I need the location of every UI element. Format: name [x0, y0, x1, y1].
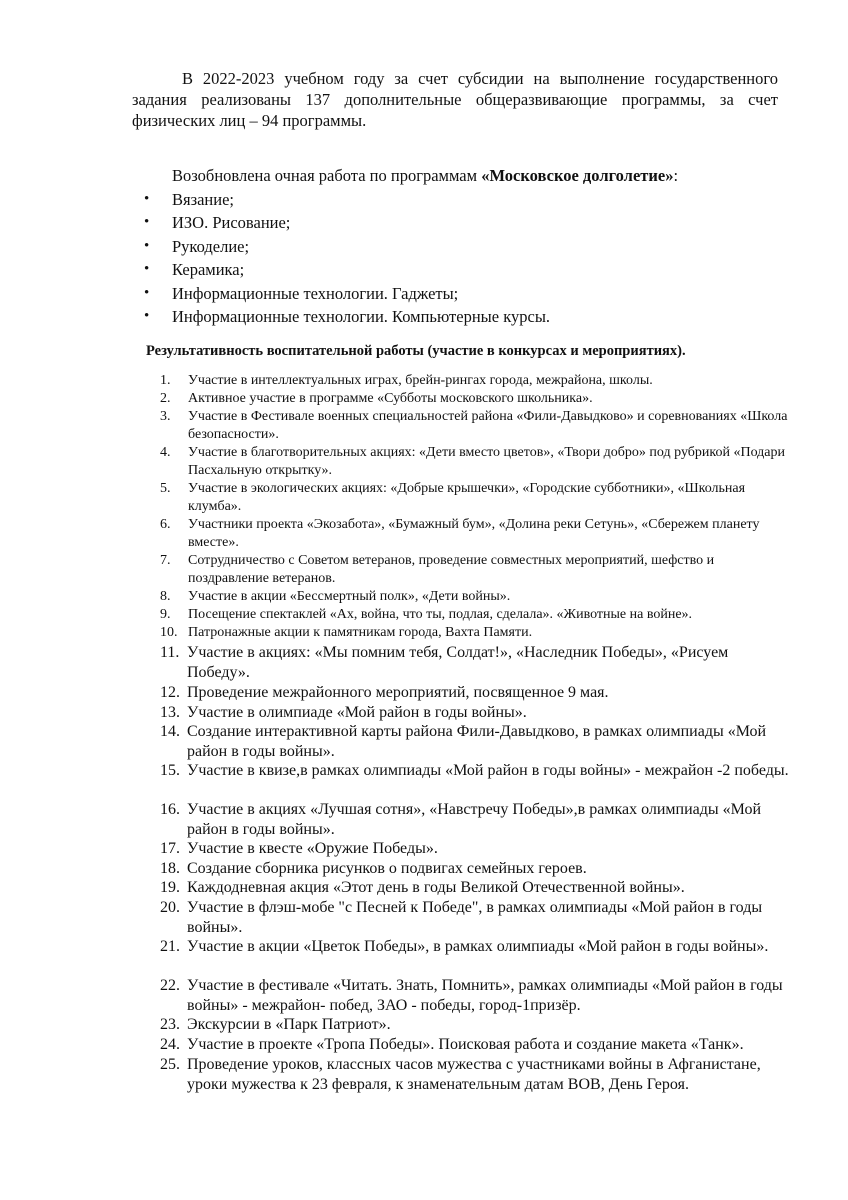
item-number: 1.: [160, 373, 171, 388]
resumed-prefix: Возобновлена очная работа по программам: [172, 166, 482, 185]
item-text: Участие в акциях «Лучшая сотня», «Навстречу Победы»,в рамках олимпиады «Мой район в годы войны».: [187, 801, 762, 838]
item-text: Участие в акции «Цветок Победы», в рамках олимпиады «Мой район в годы войны».: [187, 938, 769, 955]
item-number: 9.: [160, 607, 171, 622]
results-heading: Результативность воспитательной работы (участие в конкурсах и мероприятиях).: [146, 343, 686, 359]
item-number: 24.: [160, 1036, 180, 1053]
item-number: 10.: [160, 625, 178, 640]
item-number: 19.: [160, 879, 180, 896]
item-number: 12.: [160, 684, 180, 701]
program-list: [142, 188, 550, 328]
item-text: Проведение уроков, классных часов мужества с участниками войны в Афганистане, уроки мужества к 23 февраля, к знаменательным датам ВОВ, День Героя.: [187, 1056, 761, 1093]
item-text: Создание интерактивной карты района Фили-Давыдково, в рамках олимпиады «Мой район в годы войны».: [187, 723, 767, 760]
item-number: 17.: [160, 840, 180, 857]
item-number: 7.: [160, 553, 171, 568]
item-text: Участие в квизе,в рамках олимпиады «Мой район в годы войны» - межрайон -2 победы.: [187, 762, 789, 779]
item-number: 18.: [160, 860, 180, 877]
item-text: Участие в акции «Бессмертный полк», «Дети войны».: [188, 589, 511, 604]
item-text: Участие в квесте «Оружие Победы».: [187, 840, 438, 857]
item-text: Проведение межрайонного мероприятий, посвященное 9 мая.: [187, 684, 609, 701]
item-text: Создание сборника рисунков о подвигах семейных героев.: [187, 860, 587, 877]
item-text: Участие в Фестивале военных специальностей района «Фили-Давыдково» и соревнованиях «Школа безопасности».: [188, 409, 788, 442]
resumed-programs-line: [172, 166, 678, 186]
item-text: Участие в интеллектуальных играх, брейн-рингах города, межрайона, школы.: [188, 373, 653, 388]
item-text: Участники проекта «Экозабота», «Бумажный бум», «Долина реки Сетунь», «Сбережем планету вместе».: [188, 517, 760, 550]
item-number: 20.: [160, 899, 180, 916]
item-number: 8.: [160, 589, 171, 604]
item-number: 6.: [160, 517, 171, 532]
item-number: 2.: [160, 391, 171, 406]
item-text: Экскурсии в «Парк Патриот».: [187, 1016, 391, 1033]
item-text: Сотрудничество с Советом ветеранов, проведение совместных мероприятий, шефство и поздравление ветеранов.: [188, 553, 715, 586]
item-number: 21.: [160, 938, 180, 955]
list-item: • Керамика;: [142, 258, 550, 281]
list-item: • Информационные технологии. Гаджеты;: [142, 282, 550, 305]
resumed-suffix: :: [673, 166, 679, 185]
item-text: Патронажные акции к памятникам города, Вахта Памяти.: [188, 625, 533, 640]
item-number: 11.: [160, 644, 180, 661]
item-text: Участие в флэш-мобе "с Песней к Победе", в рамках олимпиады «Мой район в годы войны».: [187, 899, 763, 936]
item-text: Участие в благотворительных акциях: «Дети вместо цветов», «Твори добро» под рубрикой «Подари Пасхальную открытку».: [188, 445, 786, 478]
intro-paragraph: В 2022-2023 учебном году за счет субсидии на выполнение государственного задания реализованы 137 дополнительные общеразвивающие программы, за счет физических лиц – 94 программы.: [132, 69, 778, 130]
item-number: 25.: [160, 1056, 180, 1073]
list-item: • ИЗО. Рисование;: [142, 211, 550, 234]
item-number: 4.: [160, 445, 171, 460]
item-number: 15.: [160, 762, 180, 779]
item-number: 5.: [160, 481, 171, 496]
item-text: Каждодневная акция «Этот день в годы Великой Отечественной войны».: [187, 879, 685, 896]
item-text: Активное участие в программе «Субботы московского школьника».: [188, 391, 593, 406]
list-item: • Вязание;: [142, 188, 550, 211]
item-text: Посещение спектаклей «Ах, война, что ты, подлая, сделала». «Животные на войне».: [188, 607, 693, 622]
item-number: 3.: [160, 409, 171, 424]
item-number: 13.: [160, 704, 180, 721]
item-number: 16.: [160, 801, 180, 818]
list-item: • Рукоделие;: [142, 235, 550, 258]
item-text: Участие в экологических акциях: «Добрые крышечки», «Городские субботники», «Школьная клумба».: [188, 481, 746, 514]
item-text: Участие в фестивале «Читать. Знать, Помнить», рамках олимпиады «Мой район в годы войны» - межрайон- побед, ЗАО - победы, город-1призёр.: [187, 977, 783, 1014]
list-item: • Информационные технологии. Компьютерные курсы.: [142, 305, 550, 328]
item-text: Участие в проекте «Тропа Победы». Поисковая работа и создание макета «Танк».: [187, 1036, 744, 1053]
item-text: Участие в акциях: «Мы помним тебя, Солдат!», «Наследник Победы», «Рисуем Победу».: [187, 644, 729, 681]
item-number: 14.: [160, 723, 180, 740]
item-number: 22.: [160, 977, 180, 994]
item-number: 23.: [160, 1016, 180, 1033]
program-name: «Московское долголетие»: [481, 166, 674, 185]
item-text: Участие в олимпиаде «Мой район в годы войны».: [187, 704, 527, 721]
